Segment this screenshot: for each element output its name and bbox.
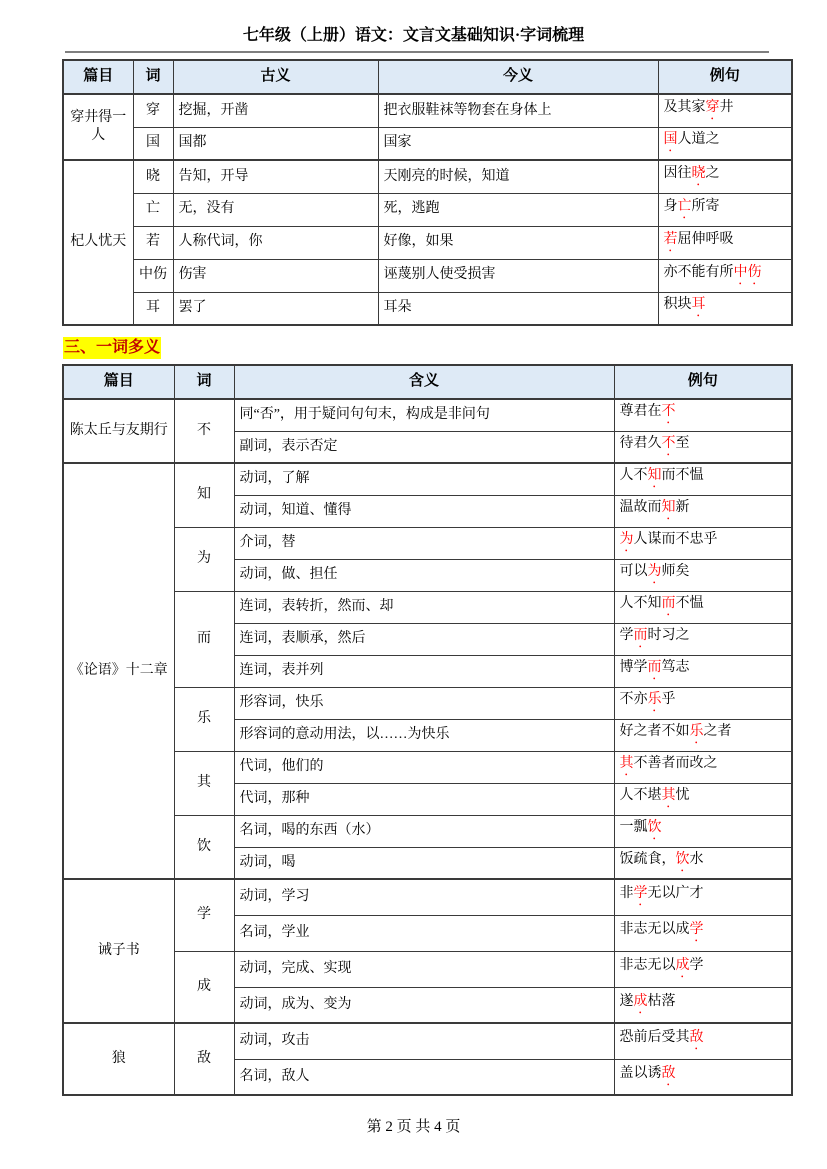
example-text: 水	[689, 851, 704, 867]
example-cell	[614, 915, 792, 951]
column-header-piece: 篇目	[63, 60, 133, 94]
example-cell	[614, 399, 792, 431]
meaning-cell: 形容词的意动用法，以……为快乐	[234, 719, 614, 751]
example-cell	[614, 987, 792, 1023]
example-text: 积块	[663, 297, 692, 313]
ancient-meaning-cell: 罢了	[173, 292, 378, 325]
column-header-word: 词	[174, 365, 234, 399]
modern-meaning-cell: 天刚亮的时候，知道	[378, 160, 658, 193]
word-cell: 学	[174, 879, 234, 951]
example-text: 博学	[619, 660, 648, 675]
emphasized-char: 饮	[647, 820, 662, 835]
example-text: 身	[663, 198, 678, 214]
example-cell	[614, 847, 792, 879]
emphasized-char: 而	[647, 660, 662, 675]
meaning-cell: 动词，成为、变为	[234, 987, 614, 1023]
piece-cell: 杞人忧天	[63, 160, 133, 325]
emphasized-char: 而	[661, 596, 676, 611]
example-text: 非志无以成	[619, 922, 690, 937]
meaning-cell: 副词，表示否定	[234, 431, 614, 463]
meaning-cell: 名词，敌人	[234, 1059, 614, 1095]
modern-meaning-cell: 耳朵	[378, 292, 658, 325]
example-text: 好之者不如	[619, 724, 690, 739]
example-text: 不亦	[619, 692, 648, 707]
example-cell	[614, 687, 792, 719]
example-cell	[614, 751, 792, 783]
word-cell: 其	[174, 751, 234, 815]
section-heading-wrap	[63, 337, 827, 361]
ancient-meaning-cell: 国都	[173, 127, 378, 160]
example-cell	[658, 160, 792, 193]
word-cell: 知	[174, 463, 234, 527]
example-text: 温故而	[619, 500, 662, 515]
page-footer: 第 2 页 共 4 页	[366, 1119, 461, 1135]
example-text: 人不知	[619, 596, 662, 611]
example-text: 笃志	[661, 660, 690, 675]
emphasized-char: 敌	[661, 1065, 676, 1081]
emphasized-char: 不	[661, 404, 676, 420]
word-cell: 中伤	[133, 259, 173, 292]
example-cell	[614, 719, 792, 751]
word-cell: 国	[133, 127, 173, 160]
example-cell	[614, 495, 792, 527]
emphasized-char: 其	[661, 788, 676, 803]
modern-meaning-cell: 把衣服鞋袜等物套在身体上	[378, 94, 658, 127]
emphasized-char: 不	[661, 435, 676, 451]
modern-meaning-cell: 死，逃跑	[378, 193, 658, 226]
example-cell	[614, 527, 792, 559]
emphasized-char: 成	[633, 993, 648, 1009]
example-text: 可以	[619, 564, 648, 579]
table-row	[63, 259, 792, 292]
meaning-cell: 动词，喝	[234, 847, 614, 879]
example-text: 亦不能有所	[663, 264, 734, 280]
example-text: 而不愠	[661, 468, 704, 484]
table2-body	[63, 399, 792, 1095]
meaning-cell: 动词，攻击	[234, 1023, 614, 1059]
example-cell	[658, 292, 792, 325]
meaning-cell: 介词，替	[234, 527, 614, 559]
emphasized-char: 若	[663, 231, 678, 247]
piece-cell: 《论语》十二章	[63, 463, 174, 879]
meaning-cell: 动词，完成、实现	[234, 951, 614, 987]
word-cell: 而	[174, 591, 234, 687]
emphasized-char: 知	[661, 500, 676, 515]
column-header-word: 词	[133, 60, 173, 94]
column-header-modern-meaning: 今义	[378, 60, 658, 94]
table1-body	[63, 94, 792, 325]
emphasized-char: 为	[619, 532, 634, 547]
meaning-cell: 动词，了解	[234, 463, 614, 495]
emphasized-char: 穿	[705, 99, 720, 115]
example-cell	[614, 1023, 792, 1059]
meaning-cell: 动词，知道、懂得	[234, 495, 614, 527]
emphasized-char: 乐	[689, 724, 704, 739]
example-cell	[614, 431, 792, 463]
meaning-cell: 代词，那种	[234, 783, 614, 815]
table-row	[63, 193, 792, 226]
example-text: 之者	[703, 724, 732, 739]
table-row	[63, 292, 792, 325]
polysemy-table	[62, 364, 793, 1096]
example-cell	[614, 559, 792, 591]
example-text: 学	[619, 628, 634, 643]
piece-cell: 狼	[63, 1023, 174, 1095]
example-text: 新	[675, 500, 690, 515]
example-text: 恐前后受其	[619, 1030, 690, 1046]
column-header-ancient-meaning: 古义	[173, 60, 378, 94]
emphasized-char: 而	[633, 628, 648, 643]
word-cell: 穿	[133, 94, 173, 127]
example-text: 无以广才	[647, 886, 704, 902]
piece-cell: 穿井得一人	[63, 94, 133, 160]
section-heading: 三、一词多义	[63, 337, 161, 359]
meaning-cell: 动词，学习	[234, 879, 614, 915]
table-row	[63, 1023, 792, 1059]
emphasized-char: 学	[689, 922, 704, 937]
example-cell	[614, 623, 792, 655]
table-row	[63, 127, 792, 160]
table-row	[63, 879, 792, 915]
emphasized-char: 耳	[691, 297, 706, 313]
example-text: 至	[675, 435, 690, 451]
meaning-cell: 名词，学业	[234, 915, 614, 951]
example-text: 因往	[663, 165, 692, 181]
word-cell: 成	[174, 951, 234, 1023]
ancient-modern-meaning-table	[62, 59, 793, 326]
example-text: 非志无以	[619, 958, 676, 973]
meaning-cell: 形容词，快乐	[234, 687, 614, 719]
example-text: 之	[705, 165, 720, 181]
emphasized-char: 晓	[691, 165, 706, 181]
ancient-meaning-cell: 无，没有	[173, 193, 378, 226]
modern-meaning-cell: 国家	[378, 127, 658, 160]
example-text: 师矣	[661, 564, 690, 579]
example-text: 人不	[619, 468, 648, 484]
word-cell: 不	[174, 399, 234, 463]
table-row	[63, 399, 792, 431]
example-text: 不愠	[675, 596, 704, 611]
word-cell: 为	[174, 527, 234, 591]
word-cell: 亡	[133, 193, 173, 226]
example-text: 尊君在	[619, 404, 662, 420]
ancient-meaning-cell: 告知，开导	[173, 160, 378, 193]
example-text: 乎	[661, 692, 676, 707]
table-row	[63, 94, 792, 127]
example-cell	[614, 591, 792, 623]
word-cell: 耳	[133, 292, 173, 325]
meaning-cell: 连词，表转折，然而、却	[234, 591, 614, 623]
table-row	[63, 463, 792, 495]
example-cell	[614, 879, 792, 915]
emphasized-char: 乐	[647, 692, 662, 707]
example-cell	[658, 127, 792, 160]
ancient-meaning-cell: 伤害	[173, 259, 378, 292]
column-header-piece: 篇目	[63, 365, 174, 399]
column-header-meaning: 含义	[234, 365, 614, 399]
example-cell	[614, 815, 792, 847]
table-row	[63, 160, 792, 193]
header-row	[63, 365, 792, 399]
emphasized-char: 为	[647, 564, 662, 579]
example-text: 井	[719, 99, 734, 115]
example-cell	[614, 655, 792, 687]
emphasized-char: 其	[619, 756, 634, 771]
word-cell: 敌	[174, 1023, 234, 1095]
example-text: 一瓢	[619, 820, 648, 835]
example-cell	[658, 226, 792, 259]
example-text: 时习之	[647, 628, 690, 643]
example-cell	[614, 951, 792, 987]
page-title: 七年级（上册）语文：文言文基础知识·字词梳理	[242, 27, 585, 44]
example-cell	[614, 783, 792, 815]
emphasized-char: 国	[663, 132, 678, 148]
example-text: 饭疏食，	[619, 851, 676, 867]
example-text: 所寄	[691, 198, 720, 214]
example-cell	[614, 463, 792, 495]
emphasized-char: 学	[633, 886, 648, 902]
ancient-meaning-cell: 挖掘，开凿	[173, 94, 378, 127]
meaning-cell: 同“否”，用于疑问句句末，构成是非问句	[234, 399, 614, 431]
emphasized-char: 饮	[675, 851, 690, 867]
ancient-meaning-cell: 人称代词，你	[173, 226, 378, 259]
example-text: 学	[689, 958, 704, 973]
column-header-example: 例句	[614, 365, 792, 399]
example-text: 人不堪	[619, 788, 662, 803]
example-text: 屈伸呼吸	[677, 231, 734, 247]
example-text: 遂	[619, 993, 634, 1009]
example-text: 人道之	[677, 132, 720, 148]
title-rule	[65, 51, 769, 53]
word-cell: 乐	[174, 687, 234, 751]
example-text: 不善者而改之	[633, 756, 718, 771]
emphasized-char: 知	[647, 468, 662, 484]
meaning-cell: 动词，做、担任	[234, 559, 614, 591]
word-cell: 饮	[174, 815, 234, 879]
example-cell	[658, 193, 792, 226]
meaning-cell: 代词，他们的	[234, 751, 614, 783]
example-text: 忧	[675, 788, 690, 803]
example-text: 待君久	[619, 435, 662, 451]
header-row	[63, 60, 792, 94]
meaning-cell: 连词，表顺承，然后	[234, 623, 614, 655]
example-text: 人谋而不忠乎	[633, 532, 718, 547]
piece-cell: 诫子书	[63, 879, 174, 1023]
example-cell	[614, 1059, 792, 1095]
emphasized-char: 敌	[689, 1030, 704, 1046]
piece-cell: 陈太丘与友期行	[63, 399, 174, 463]
modern-meaning-cell: 诬蔑别人使受损害	[378, 259, 658, 292]
meaning-cell: 名词，喝的东西（水）	[234, 815, 614, 847]
example-text: 枯落	[647, 993, 676, 1009]
example-text: 非	[619, 886, 634, 902]
word-cell: 若	[133, 226, 173, 259]
example-text: 及其家	[663, 99, 706, 115]
modern-meaning-cell: 好像，如果	[378, 226, 658, 259]
table-row	[63, 226, 792, 259]
emphasized-char: 成	[675, 958, 690, 973]
word-cell: 晓	[133, 160, 173, 193]
example-cell	[658, 94, 792, 127]
example-text: 盖以诱	[619, 1065, 662, 1081]
emphasized-char: 亡	[677, 198, 692, 214]
emphasized-char: 中伤	[733, 264, 762, 280]
example-cell	[658, 259, 792, 292]
meaning-cell: 连词，表并列	[234, 655, 614, 687]
column-header-example: 例句	[658, 60, 792, 94]
